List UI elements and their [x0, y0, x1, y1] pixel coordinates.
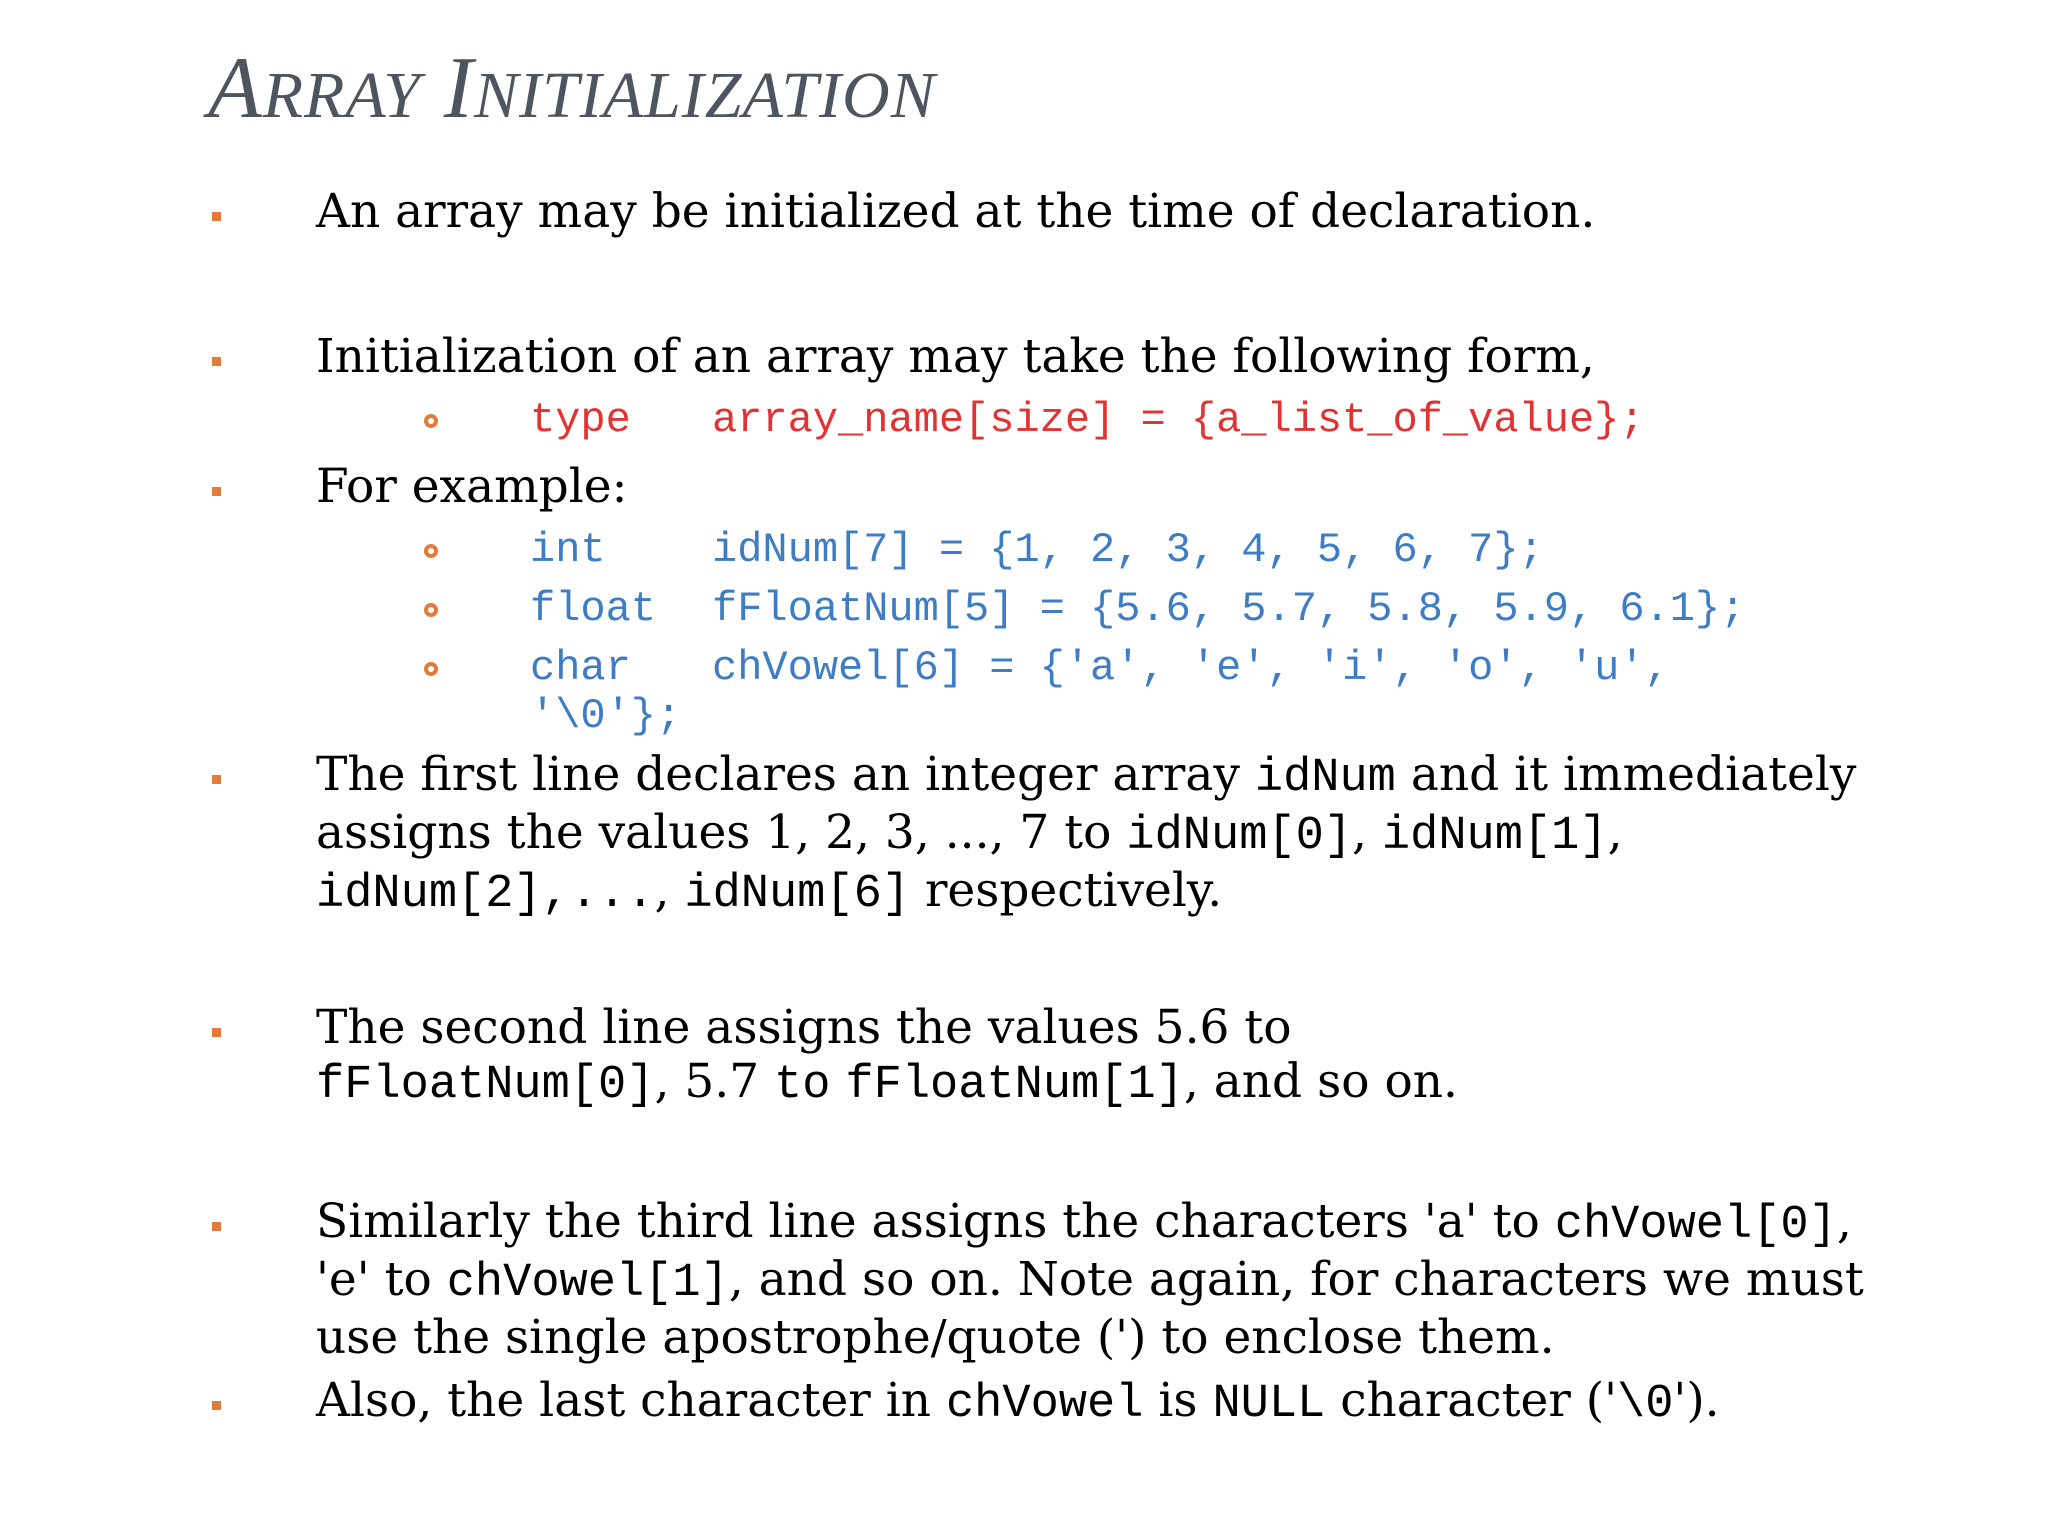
code-example-1: idNum[7] = {1, 2, 3, 4, 5, 6, 7}; — [712, 526, 1544, 574]
text-run: , — [654, 863, 685, 918]
code-example-3-continuation: '\0'}; — [530, 692, 682, 740]
bullet-text-5 — [316, 1001, 1458, 1113]
text-run: use the single apostrophe/quote (') to enclose them. — [316, 1310, 1555, 1365]
inline-code: idNum[0] — [1126, 810, 1353, 863]
bullet-text-7 — [316, 1374, 1720, 1432]
text-run: , — [1352, 805, 1382, 860]
sub-bullet-marker — [424, 544, 438, 558]
title-initial-1: A — [208, 40, 263, 137]
bullet-marker — [212, 1028, 221, 1037]
inline-code: idNum — [1254, 752, 1396, 805]
text-run: , — [1607, 805, 1623, 860]
bullet-text-6 — [316, 1195, 1864, 1365]
text-run: The first line declares an integer array — [316, 747, 1255, 802]
bullet-text-3: For example: — [316, 459, 628, 514]
text-run: , 5.7 — [654, 1054, 775, 1109]
text-run: assigns the values 1, 2, 3, ..., 7 to — [316, 805, 1127, 860]
slide-title — [208, 38, 936, 139]
bullet-marker — [212, 1222, 221, 1231]
code-example-2-type: float — [530, 585, 657, 633]
inline-code: chVowel[0] — [1554, 1199, 1837, 1252]
bullet-marker — [212, 357, 221, 366]
text-run: Also, the last character in — [316, 1373, 946, 1428]
inline-code: \0 — [1617, 1378, 1674, 1431]
inline-code: idNum[2],... — [316, 868, 655, 921]
text-run: '). — [1673, 1373, 1720, 1428]
text-run: respectively. — [910, 863, 1223, 918]
bullet-text-1: An array may be initialized at the time of declaration. — [316, 184, 1596, 239]
inline-code: fFloatNum[0] — [316, 1059, 655, 1112]
bullet-marker — [212, 1401, 221, 1410]
code-example-2: fFloatNum[5] = {5.6, 5.7, 5.8, 5.9, 6.1}; — [712, 585, 1746, 633]
text-run: , and so on. — [1183, 1054, 1458, 1109]
sub-bullet-marker — [424, 414, 438, 428]
text-run: Similarly the third line assigns the characters 'a' to — [316, 1194, 1555, 1249]
text-run: and it immediately — [1395, 747, 1857, 802]
inline-code: chVowel — [945, 1378, 1144, 1431]
text-run — [830, 1054, 845, 1109]
sub-bullet-marker — [424, 603, 438, 617]
inline-code: fFloatNum[1] — [845, 1059, 1184, 1112]
bullet-text-2: Initialization of an array may take the following form, — [316, 329, 1595, 384]
bullet-text-4 — [316, 748, 1856, 922]
text-run: character (' — [1325, 1373, 1617, 1428]
inline-code: NULL — [1212, 1378, 1326, 1431]
code-form-declaration: array_name[size] = {a_list_of_value}; — [712, 396, 1645, 444]
code-example-3: chVowel[6] = {'a', 'e', 'i', 'o', 'u', — [712, 644, 1670, 692]
sub-bullet-marker — [424, 662, 438, 676]
title-word-2-rest: NITIALIZATION — [474, 59, 936, 132]
text-run: , — [1836, 1194, 1852, 1249]
code-example-3-type: char — [530, 644, 631, 692]
code-form-type: type — [530, 396, 631, 444]
inline-code: to — [774, 1059, 831, 1112]
inline-code: idNum[1] — [1381, 810, 1608, 863]
bullet-marker — [212, 487, 221, 496]
bullet-marker — [212, 775, 221, 784]
inline-code: chVowel[1] — [446, 1257, 729, 1310]
text-run: is — [1143, 1373, 1213, 1428]
text-run: , and so on. Note again, for characters we must — [728, 1252, 1864, 1307]
text-run: 'e' to — [316, 1252, 447, 1307]
title-word-1-rest: RRAY — [262, 59, 421, 132]
inline-code: idNum[6] — [684, 868, 910, 921]
title-initial-2: I — [443, 40, 475, 137]
code-example-1-type: int — [530, 526, 606, 574]
bullet-marker — [212, 212, 221, 221]
text-run: The second line assigns the values 5.6 to — [316, 1000, 1292, 1055]
